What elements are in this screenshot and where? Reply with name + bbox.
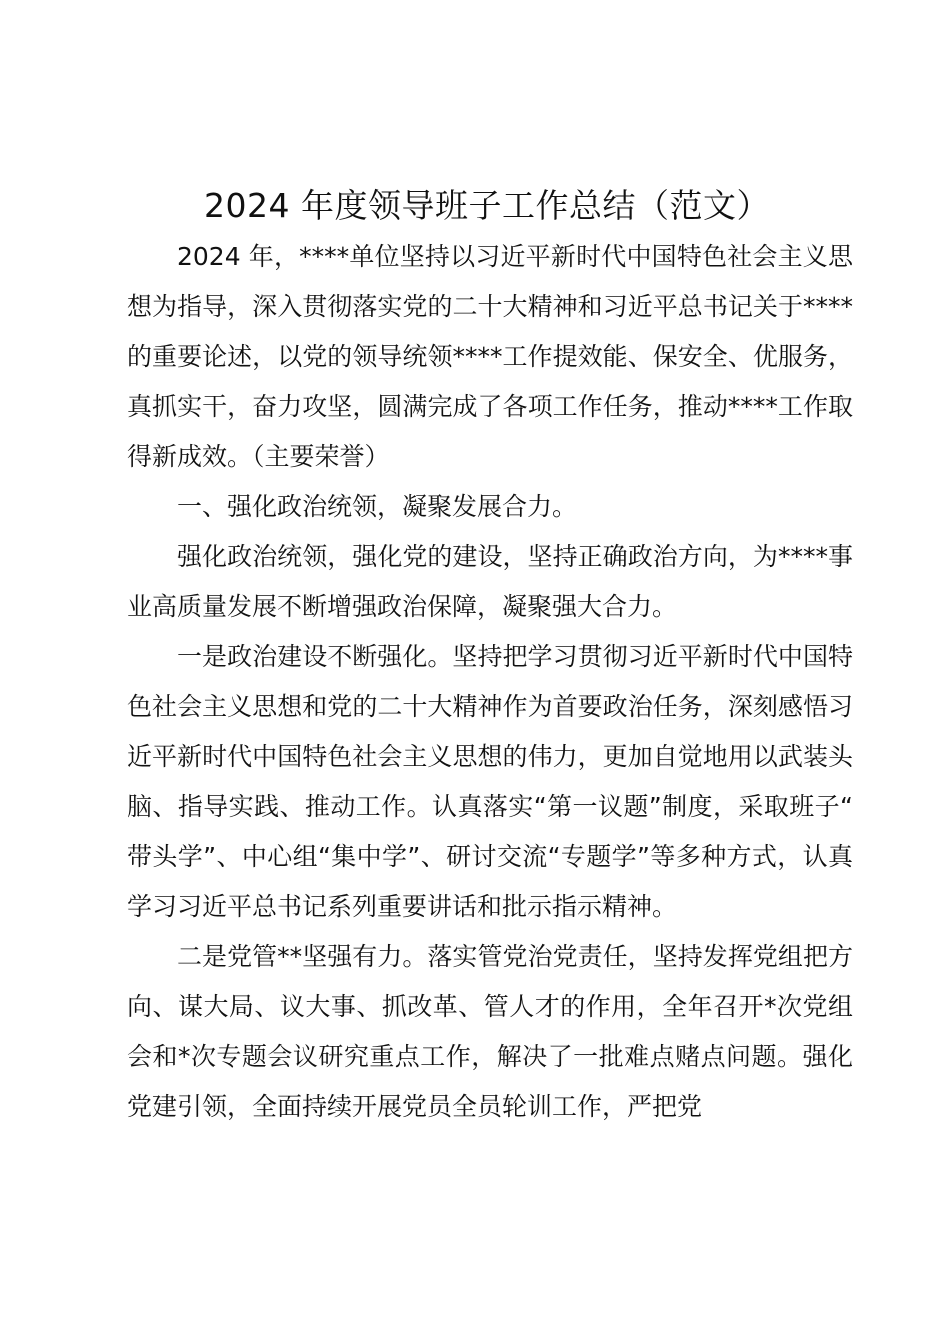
- political-construction-paragraph: 一是政治建设不断强化。坚持把学习贯彻习近平新时代中国特色社会主义思想和党的二十大精神作为首要政治任务，深刻感悟习近平新时代中国特色社会主义思想的伟力，更加自觉地用以武装头脑、指导实践、推动工作。认真落实“第一议题”制度，采取班子“带头学”、中心组“集中学”、研讨交流“专题学”等多种方式，认真学习习近平总书记系列重要讲话和批示指示精神。: [127, 642, 853, 921]
- party-management-paragraph: 二是党管**坚强有力。落实管党治党责任，坚持发挥党组把方向、谋大局、议大事、抓改革、管人才的作用，全年召开*次党组会和*次专题会议研究重点工作，解决了一批难点赌点问题。强化党建引领，全面持续开展党员全员轮训工作，严把党: [127, 942, 853, 1121]
- section-summary-paragraph: 强化政治统领，强化党的建设，坚持正确政治方向，为****事业高质量发展不断增强政治保障，凝聚强大合力。: [127, 542, 853, 621]
- document-title: 2024 年度领导班子工作总结（范文）: [204, 186, 770, 225]
- section-heading: 一、强化政治统领，凝聚发展合力。: [177, 492, 578, 521]
- intro-paragraph: 2024 年，****单位坚持以习近平新时代中国特色社会主义思想为指导，深入贯彻落实党的二十大精神和习近平总书记关于****的重要论述，以党的领导统领****工作提效能、保安全、优服务，真抓实干，奋力攻坚，圆满完成了各项工作任务，推动****工作取得新成效。（主要荣誉）: [127, 242, 853, 471]
- document-body: [127, 232, 853, 1132]
